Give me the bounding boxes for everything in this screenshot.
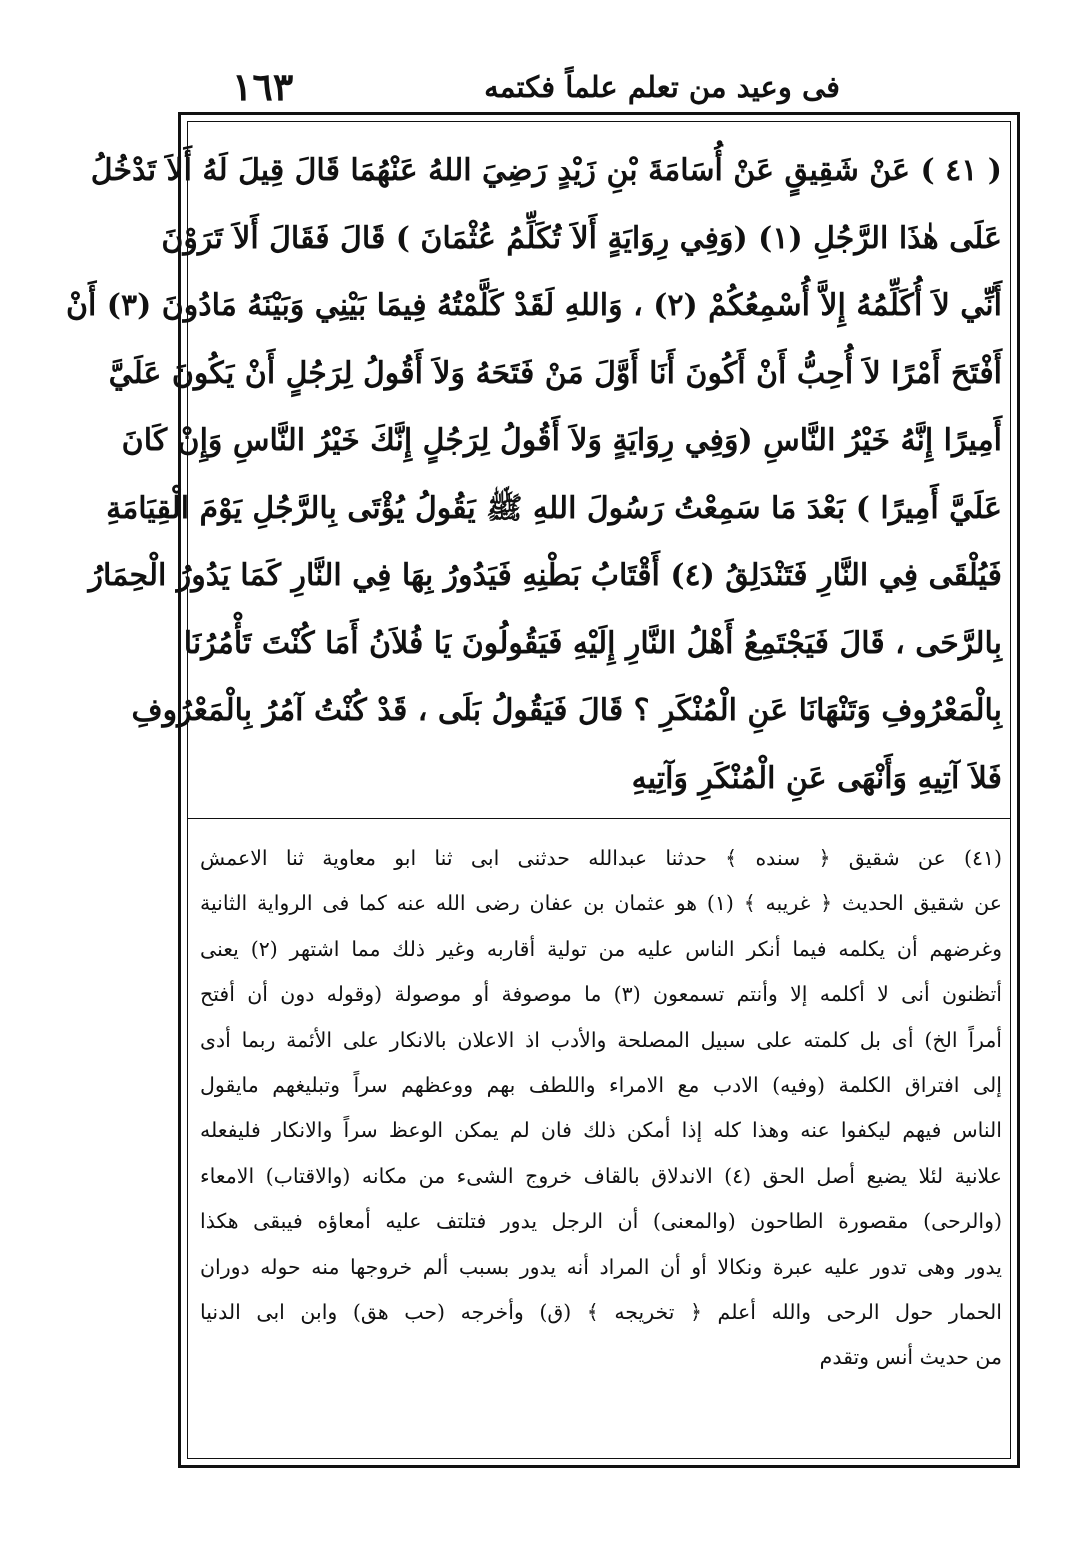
commentary-line: أمراً الخ) أى بل كلمته على سبيل المصلحة والأدب اذ الاعلان بالانكار على الأئمة ربما أدى	[200, 1027, 1002, 1052]
commentary-line: عن شقيق الحديث ﴿ غريبه ﴾ (١) هو عثمان بن عفان رضى الله عنه كما فى الرواية الثانية	[200, 891, 1002, 916]
hadith-line: أَنِّي لاَ أُكَلِّمُهُ إِلاَّ أُسْمِعُكُمْ (٢) ، وَاللهِ لَقَدْ كَلَّمْتُهُ فِيمَا بَيْنِي وَبَيْنَهُ مَادُونَ (٣) أَنْ	[66, 288, 1002, 323]
commentary-line: أتظنون أنى لا أكلمه إلا وأنتم تسمعون (٣) ما موصوفة أو موصولة (وقوله دون أن أفتح	[200, 982, 1002, 1007]
hadith-text-block	[66, 137, 1002, 817]
commentary-line: من حديث أنس وتقدم	[819, 1345, 1002, 1370]
hadith-line: أَفْتَحَ أَمْرًا لاَ أُحِبُّ أَنْ أَكُونَ أَنَا أَوَّلَ مَنْ فَتَحَهُ وَلاَ أَقُولُ لِرَجُلٍ أَنْ يَكُونَ عَلَيَّ	[108, 355, 1002, 391]
commentary-line: الناس فيهم ليكفوا عنه وهذا كله إذا أمكن ذلك فان لم يمكن الوعظ سراً والانكار فليفعله	[200, 1118, 1002, 1143]
commentary-line: وغرضهم أن يكلمه فيما أنكر الناس عليه من تولية أقاربه وغير ذلك مما اشتهر (٢) يعنى	[200, 936, 1002, 961]
hadith-line: ( ٤١ ) عَنْ شَقِيقٍ عَنْ أُسَامَةَ بْنِ زَيْدٍ رَضِيَ اللهُ عَنْهُمَا قَالَ قِيلَ لَهُ أَلاَ تَدْخُلُ	[90, 153, 1002, 188]
hadith-line: فَلاَ آتِيهِ وَأَنْهَى عَنِ الْمُنْكَرِ وَآتِيهِ	[631, 760, 1002, 796]
page-number: ١٦٣	[232, 64, 294, 109]
hadith-line: أَمِيرًا إِنَّهُ خَيْرُ النَّاسِ (وَفِي رِوَايَةٍ وَلاَ أَقُولُ لِرَجُلٍ إِنَّكَ خَيْرُ النَّاسِ وَإِنْ كَانَ	[121, 423, 1002, 458]
hadith-line: بِالْمَعْرُوفِ وَتَنْهَانَا عَنِ الْمُنْكَرِ ؟ قَالَ فَيَقُولُ بَلَى ، قَدْ كُنْتُ آمُرُ بِالْمَعْرُوفِ	[131, 693, 1002, 728]
hadith-line: عَلَى هٰذَا الرَّجُلِ (١) (وَفِي رِوَايَةٍ أَلاَ تُكَلِّمُ عُثْمَانَ ) قَالَ فَقَالَ أَلاَ تَرَوْنَ	[161, 220, 1002, 256]
commentary-line: (والرحى) مقصورة الطاحون (والمعنى) أن الرجل يدور فتلتف عليه أمعاؤه فيبقى هكذا	[200, 1209, 1002, 1234]
commentary-line: الحمار حول الرحى والله أعلم ﴿ تخريجه ﴾ (ق) وأخرجه (حب هق) وابن ابى الدنيا	[200, 1299, 1002, 1324]
hadith-line: فَيُلْقَى فِي النَّارِ فَتَنْدَلِقُ (٤) أَقْتَابُ بَطْنِهِ فَيَدُورُ بِهَا فِي النَّارِ كَمَا يَدُورُ الْحِمَارُ	[88, 558, 1002, 593]
page-header	[180, 58, 1040, 114]
hadith-line: بِالرَّحَى ، قَالَ فَيَجْتَمِعُ أَهْلُ النَّارِ إِلَيْهِ فَيَقُولُونَ يَا فُلاَنُ أَمَا كُنْتَ تَأْمُرُنَا	[183, 625, 1002, 661]
commentary-line: يدور وهى تدور عليه عبرة ونكالا أو أن المراد أنه يدور بسبب ألم خروجها منه حوله دوران	[200, 1254, 1002, 1279]
commentary-line: إلى افتراق الكلمة (وفيه) الادب مع الامراء واللطف بهم ووعظهم سراً وتبليغهم مايقول	[200, 1072, 1002, 1097]
commentary-block	[200, 836, 1002, 1446]
running-title: فى وعيد من تعلم علماً فكتمه	[484, 70, 840, 104]
commentary-line: (٤١) عن شقيق ﴿ سنده ﴾ حدثنا عبدالله حدثنى ابى ثنا ابو معاوية ثنا الاعمش	[200, 846, 1002, 870]
section-divider	[187, 818, 1011, 819]
commentary-line: علانية لئلا يضيع أصل الحق (٤) الاندلاق بالقاف خروج الشىء من مكانه (والاقتاب) الامعاء	[200, 1163, 1002, 1188]
hadith-line: عَلَيَّ أَمِيرًا ) بَعْدَ مَا سَمِعْتُ رَسُولَ اللهِ ﷺ يَقُولُ يُؤْتَى بِالرَّجُلِ يَوْمَ الْقِيَامَةِ	[106, 490, 1002, 526]
